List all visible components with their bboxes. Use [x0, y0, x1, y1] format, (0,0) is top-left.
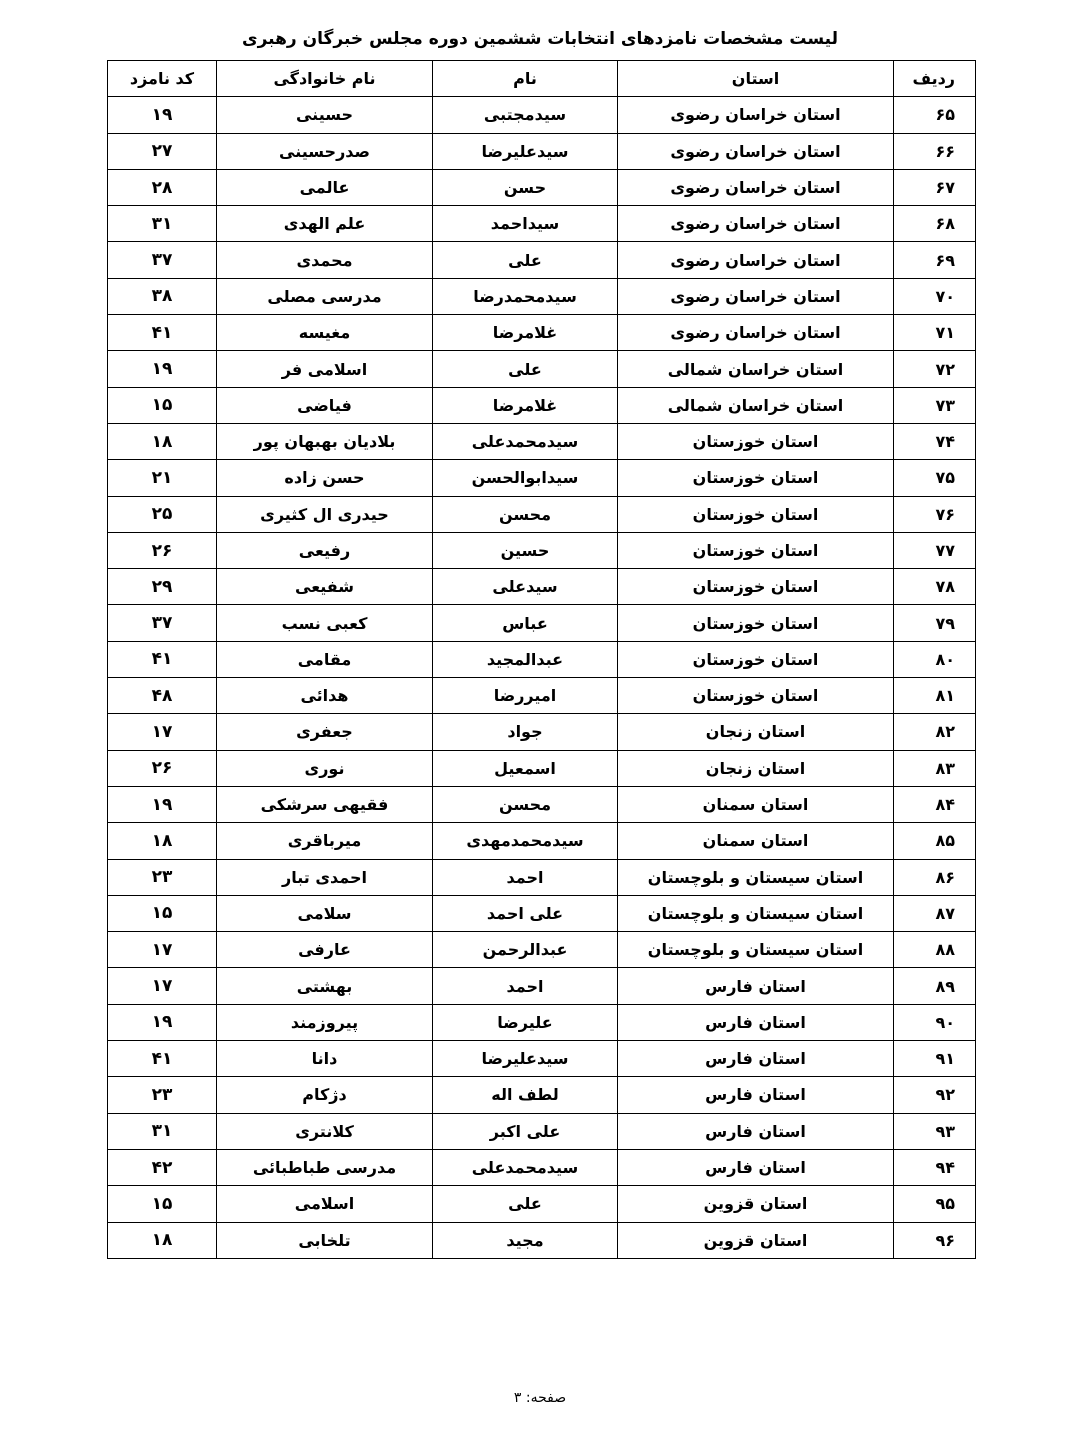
- cell-province: استان خراسان رضوی: [618, 242, 894, 278]
- cell-province: استان سیستان و بلوچستان: [618, 932, 894, 968]
- cell-first-name: سیدعلیرضا: [433, 1041, 618, 1077]
- cell-first-name: سیدعلیرضا: [433, 133, 618, 169]
- cell-row-number: ۸۳: [894, 750, 976, 786]
- cell-candidate-code: ۲۵: [108, 496, 217, 532]
- cell-last-name: حیدری ال کثیری: [217, 496, 433, 532]
- cell-row-number: ۹۲: [894, 1077, 976, 1113]
- cell-province: استان فارس: [618, 1149, 894, 1185]
- table-row: [108, 351, 976, 387]
- cell-first-name: احمد: [433, 859, 618, 895]
- cell-candidate-code: ۳۱: [108, 1113, 217, 1149]
- table-row: [108, 242, 976, 278]
- cell-candidate-code: ۴۱: [108, 1041, 217, 1077]
- cell-row-number: ۷۹: [894, 605, 976, 641]
- cell-last-name: سلامی: [217, 895, 433, 931]
- cell-candidate-code: ۴۱: [108, 641, 217, 677]
- cell-last-name: دژکام: [217, 1077, 433, 1113]
- cell-first-name: عباس: [433, 605, 618, 641]
- table-row: [108, 714, 976, 750]
- cell-row-number: ۸۴: [894, 786, 976, 822]
- table-row: [108, 1186, 976, 1222]
- cell-province: استان سیستان و بلوچستان: [618, 895, 894, 931]
- table-row: [108, 1149, 976, 1185]
- cell-last-name: جعفری: [217, 714, 433, 750]
- cell-candidate-code: ۳۸: [108, 278, 217, 314]
- cell-first-name: علیرضا: [433, 1004, 618, 1040]
- table-row: [108, 315, 976, 351]
- table-row: [108, 750, 976, 786]
- cell-candidate-code: ۱۸: [108, 423, 217, 459]
- cell-candidate-code: ۱۹: [108, 786, 217, 822]
- table-row: [108, 206, 976, 242]
- cell-last-name: حسینی: [217, 97, 433, 133]
- table-row: [108, 823, 976, 859]
- cell-candidate-code: ۲۱: [108, 460, 217, 496]
- cell-candidate-code: ۲۳: [108, 1077, 217, 1113]
- cell-first-name: علی: [433, 242, 618, 278]
- table-header-row: [108, 61, 976, 97]
- cell-first-name: امیررضا: [433, 678, 618, 714]
- cell-row-number: ۷۱: [894, 315, 976, 351]
- cell-candidate-code: ۲۶: [108, 532, 217, 568]
- cell-province: استان قزوین: [618, 1186, 894, 1222]
- table-row: [108, 496, 976, 532]
- header-last-name: نام خانوادگی: [217, 61, 433, 97]
- table-row: [108, 786, 976, 822]
- cell-candidate-code: ۱۹: [108, 351, 217, 387]
- cell-first-name: لطف اله: [433, 1077, 618, 1113]
- cell-first-name: سیدابوالحسن: [433, 460, 618, 496]
- cell-first-name: محسن: [433, 496, 618, 532]
- cell-last-name: پیروزمند: [217, 1004, 433, 1040]
- cell-province: استان خوزستان: [618, 532, 894, 568]
- table-row: [108, 1113, 976, 1149]
- cell-first-name: علی: [433, 351, 618, 387]
- cell-province: استان فارس: [618, 1113, 894, 1149]
- cell-row-number: ۷۸: [894, 569, 976, 605]
- cell-row-number: ۸۷: [894, 895, 976, 931]
- table-row: [108, 169, 976, 205]
- table-row: [108, 278, 976, 314]
- table-row: [108, 932, 976, 968]
- cell-candidate-code: ۱۹: [108, 97, 217, 133]
- cell-candidate-code: ۴۲: [108, 1149, 217, 1185]
- cell-candidate-code: ۲۹: [108, 569, 217, 605]
- header-candidate-code: کد نامزد: [108, 61, 217, 97]
- cell-province: استان فارس: [618, 1004, 894, 1040]
- table-row: [108, 97, 976, 133]
- header-first-name: نام: [433, 61, 618, 97]
- cell-last-name: رفیعی: [217, 532, 433, 568]
- cell-last-name: بهشتی: [217, 968, 433, 1004]
- table-row: [108, 859, 976, 895]
- cell-row-number: ۸۱: [894, 678, 976, 714]
- cell-candidate-code: ۴۱: [108, 315, 217, 351]
- cell-last-name: اسلامی: [217, 1186, 433, 1222]
- table-row: [108, 569, 976, 605]
- cell-province: استان سمنان: [618, 786, 894, 822]
- cell-row-number: ۹۵: [894, 1186, 976, 1222]
- cell-last-name: فقیهی سرشکی: [217, 786, 433, 822]
- cell-candidate-code: ۱۷: [108, 968, 217, 1004]
- cell-row-number: ۶۹: [894, 242, 976, 278]
- cell-first-name: سیدمجتبی: [433, 97, 618, 133]
- cell-row-number: ۸۵: [894, 823, 976, 859]
- cell-candidate-code: ۱۵: [108, 387, 217, 423]
- cell-candidate-code: ۳۷: [108, 605, 217, 641]
- cell-last-name: صدرحسینی: [217, 133, 433, 169]
- cell-row-number: ۸۶: [894, 859, 976, 895]
- cell-province: استان فارس: [618, 1077, 894, 1113]
- cell-candidate-code: ۳۱: [108, 206, 217, 242]
- cell-candidate-code: ۱۸: [108, 823, 217, 859]
- cell-last-name: عارفی: [217, 932, 433, 968]
- table-body: [108, 97, 976, 1259]
- cell-last-name: حسن زاده: [217, 460, 433, 496]
- cell-row-number: ۷۲: [894, 351, 976, 387]
- table-row: [108, 678, 976, 714]
- cell-first-name: محسن: [433, 786, 618, 822]
- cell-province: استان فارس: [618, 968, 894, 1004]
- cell-first-name: احمد: [433, 968, 618, 1004]
- cell-last-name: مدرسی طباطبائی: [217, 1149, 433, 1185]
- cell-row-number: ۷۰: [894, 278, 976, 314]
- cell-first-name: سیدمحمدرضا: [433, 278, 618, 314]
- cell-candidate-code: ۱۹: [108, 1004, 217, 1040]
- cell-province: استان خراسان شمالی: [618, 387, 894, 423]
- cell-last-name: عالمی: [217, 169, 433, 205]
- cell-candidate-code: ۲۸: [108, 169, 217, 205]
- cell-province: استان زنجان: [618, 750, 894, 786]
- table-row: [108, 460, 976, 496]
- cell-first-name: سیداحمد: [433, 206, 618, 242]
- candidates-table: [107, 60, 976, 1259]
- cell-province: استان خراسان رضوی: [618, 206, 894, 242]
- cell-first-name: اسمعیل: [433, 750, 618, 786]
- page-title: لیست مشخصات نامزدهای انتخابات ششمین دوره مجلس خبرگان رهبری: [242, 29, 838, 49]
- cell-first-name: سیدعلی: [433, 569, 618, 605]
- table-row: [108, 387, 976, 423]
- cell-candidate-code: ۲۶: [108, 750, 217, 786]
- cell-province: استان خوزستان: [618, 641, 894, 677]
- cell-candidate-code: ۲۷: [108, 133, 217, 169]
- cell-last-name: مدرسی مصلی: [217, 278, 433, 314]
- cell-province: استان خوزستان: [618, 496, 894, 532]
- cell-first-name: سیدمحمدمهدی: [433, 823, 618, 859]
- cell-province: استان فارس: [618, 1041, 894, 1077]
- cell-province: استان خراسان رضوی: [618, 315, 894, 351]
- cell-last-name: میرباقری: [217, 823, 433, 859]
- cell-row-number: ۷۵: [894, 460, 976, 496]
- cell-province: استان خوزستان: [618, 460, 894, 496]
- table-row: [108, 1077, 976, 1113]
- cell-first-name: جواد: [433, 714, 618, 750]
- cell-last-name: نوری: [217, 750, 433, 786]
- cell-last-name: کعبی نسب: [217, 605, 433, 641]
- cell-row-number: ۷۳: [894, 387, 976, 423]
- table-row: [108, 423, 976, 459]
- table-row: [108, 532, 976, 568]
- cell-row-number: ۷۶: [894, 496, 976, 532]
- cell-first-name: علی اکبر: [433, 1113, 618, 1149]
- cell-candidate-code: ۱۷: [108, 714, 217, 750]
- cell-row-number: ۸۲: [894, 714, 976, 750]
- header-row-number: ردیف: [894, 61, 976, 97]
- cell-row-number: ۷۷: [894, 532, 976, 568]
- cell-last-name: اسلامی فر: [217, 351, 433, 387]
- cell-last-name: هدائی: [217, 678, 433, 714]
- table-row: [108, 1222, 976, 1258]
- cell-row-number: ۸۰: [894, 641, 976, 677]
- cell-first-name: علی: [433, 1186, 618, 1222]
- cell-row-number: ۶۸: [894, 206, 976, 242]
- cell-first-name: حسن: [433, 169, 618, 205]
- table-row: [108, 1004, 976, 1040]
- cell-row-number: ۶۵: [894, 97, 976, 133]
- cell-first-name: سیدمحمدعلی: [433, 1149, 618, 1185]
- cell-province: استان خراسان رضوی: [618, 133, 894, 169]
- cell-last-name: بلادیان بهبهان پور: [217, 423, 433, 459]
- cell-province: استان خوزستان: [618, 423, 894, 459]
- cell-row-number: ۹۶: [894, 1222, 976, 1258]
- table-row: [108, 895, 976, 931]
- cell-last-name: تلخابی: [217, 1222, 433, 1258]
- cell-first-name: عبدالرحمن: [433, 932, 618, 968]
- cell-row-number: ۸۸: [894, 932, 976, 968]
- cell-row-number: ۹۳: [894, 1113, 976, 1149]
- table-row: [108, 968, 976, 1004]
- cell-candidate-code: ۱۵: [108, 895, 217, 931]
- cell-province: استان خوزستان: [618, 678, 894, 714]
- cell-last-name: شفیعی: [217, 569, 433, 605]
- cell-first-name: حسین: [433, 532, 618, 568]
- cell-province: استان سمنان: [618, 823, 894, 859]
- cell-candidate-code: ۱۷: [108, 932, 217, 968]
- cell-last-name: محمدی: [217, 242, 433, 278]
- cell-row-number: ۷۴: [894, 423, 976, 459]
- cell-first-name: مجید: [433, 1222, 618, 1258]
- cell-last-name: فیاضی: [217, 387, 433, 423]
- cell-province: استان خوزستان: [618, 569, 894, 605]
- cell-first-name: سیدمحمدعلی: [433, 423, 618, 459]
- page-number: صفحه: ۳: [513, 1390, 567, 1406]
- cell-province: استان سیستان و بلوچستان: [618, 859, 894, 895]
- cell-candidate-code: ۱۸: [108, 1222, 217, 1258]
- cell-last-name: مغیسه: [217, 315, 433, 351]
- cell-last-name: احمدی تبار: [217, 859, 433, 895]
- cell-candidate-code: ۲۳: [108, 859, 217, 895]
- cell-province: استان خراسان رضوی: [618, 278, 894, 314]
- cell-row-number: ۸۹: [894, 968, 976, 1004]
- cell-candidate-code: ۳۷: [108, 242, 217, 278]
- cell-last-name: علم الهدی: [217, 206, 433, 242]
- cell-row-number: ۶۷: [894, 169, 976, 205]
- cell-last-name: کلانتری: [217, 1113, 433, 1149]
- table-row: [108, 641, 976, 677]
- cell-first-name: غلامرضا: [433, 387, 618, 423]
- cell-first-name: غلامرضا: [433, 315, 618, 351]
- cell-province: استان خراسان شمالی: [618, 351, 894, 387]
- cell-last-name: مقامی: [217, 641, 433, 677]
- cell-candidate-code: ۴۸: [108, 678, 217, 714]
- cell-province: استان زنجان: [618, 714, 894, 750]
- cell-province: استان خراسان رضوی: [618, 97, 894, 133]
- cell-row-number: ۹۴: [894, 1149, 976, 1185]
- cell-row-number: ۹۱: [894, 1041, 976, 1077]
- cell-first-name: علی احمد: [433, 895, 618, 931]
- cell-province: استان خراسان رضوی: [618, 169, 894, 205]
- cell-province: استان خوزستان: [618, 605, 894, 641]
- cell-province: استان قزوین: [618, 1222, 894, 1258]
- cell-row-number: ۶۶: [894, 133, 976, 169]
- cell-candidate-code: ۱۵: [108, 1186, 217, 1222]
- header-province: استان: [618, 61, 894, 97]
- cell-first-name: عبدالمجید: [433, 641, 618, 677]
- table-row: [108, 605, 976, 641]
- table-row: [108, 1041, 976, 1077]
- cell-row-number: ۹۰: [894, 1004, 976, 1040]
- table-row: [108, 133, 976, 169]
- cell-last-name: دانا: [217, 1041, 433, 1077]
